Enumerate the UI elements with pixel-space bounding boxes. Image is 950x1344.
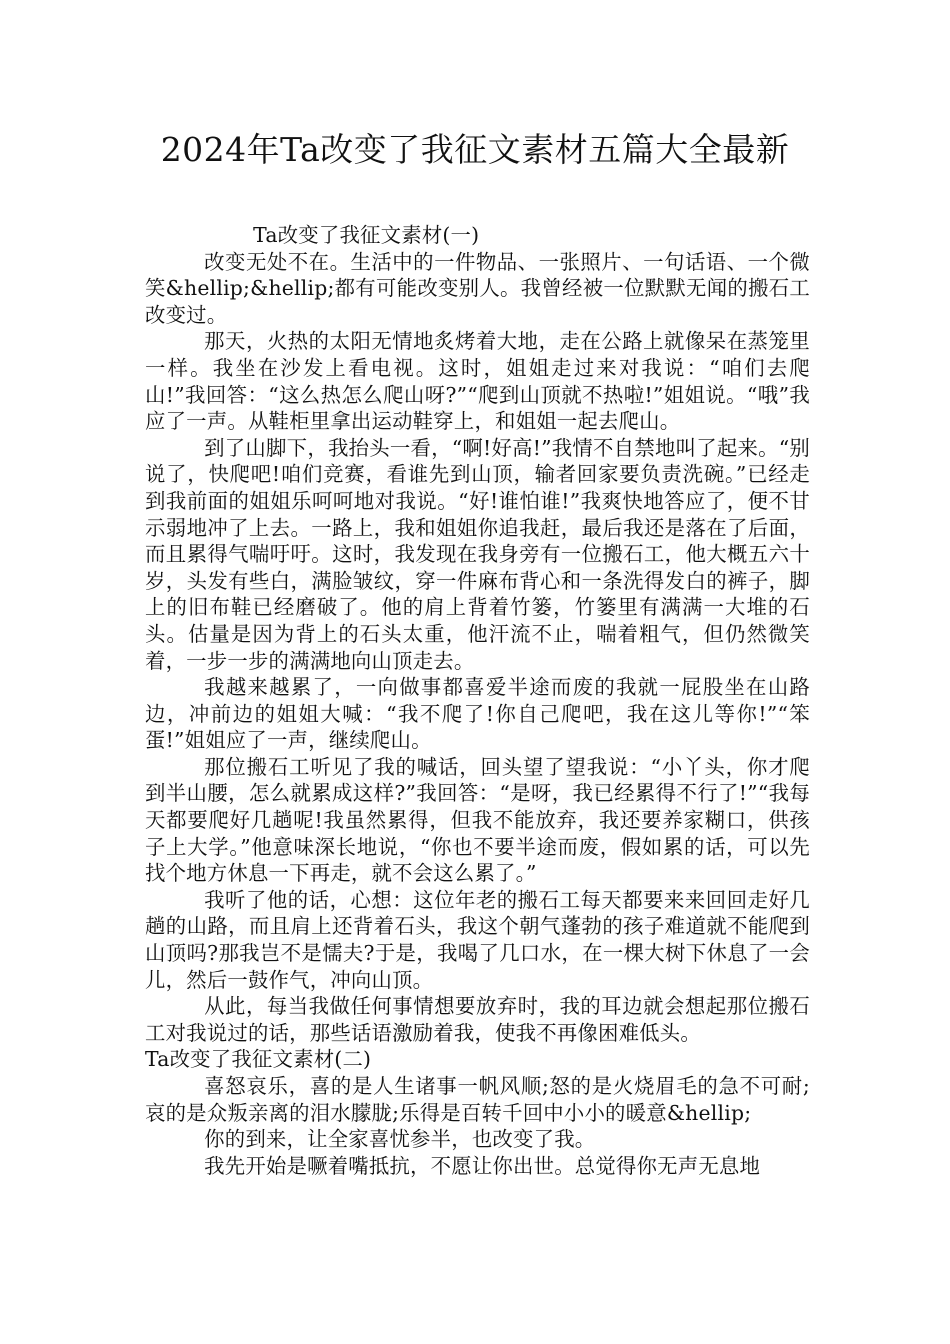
section-heading-1: Ta改变了我征文素材(一) [253,223,480,247]
paragraph: 喜怒哀乐，喜的是人生诸事一帆风顺;怒的是火烧眉毛的急不可耐;哀的是众叛亲离的泪水朦胧;乐得是百转千回中小小的暖意&hellip; [145,1074,810,1125]
document-title: 2024年Ta改变了我征文素材五篇大全最新 [160,130,790,169]
paragraph: 我先开始是噘着嘴抵抗，不愿让你出世。总觉得你无声无息地 [204,1153,761,1178]
paragraph: 我越来越累了，一向做事都喜爱半途而废的我就一屁股坐在山路边，冲前边的姐姐大喊：“我不爬了!你自己爬吧，我在这儿等你!”“笨蛋!”姐姐应了一声，继续爬山。 [145,675,810,753]
paragraph: 到了山脚下，我抬头一看，“啊!好高!”我情不自禁地叫了起来。“别说了，快爬吧!咱们竞赛，看谁先到山顶，输者回家要负责洗碗。”已经走到我前面的姐姐乐呵呵地对我说。“好!谁怕谁!”我爽快地答应了，便不甘示弱地冲了上去。一路上，我和姐姐你追我赶，最后我还是落在了后面，而且累得气喘吁吁。这时，我发现在我身旁有一位搬石工，他大概五六十岁，头发有些白，满脸皱纹，穿一件麻布背心和一条洗得发白的裤子，脚上的旧布鞋已经磨破了。他的肩上背着竹篓，竹篓里有满满一大堆的石头。估量是因为背上的石头太重，他汗流不止，喘着粗气，但仍然微笑着，一步一步的满满地向山顶走去。 [145,435,810,673]
paragraph: 那位搬石工听见了我的喊话，回头望了望我说：“小丫头，你才爬到半山腰，怎么就累成这样?”我回答：“是呀，我已经累得不行了!”“我每天都要爬好几趟呢!我虽然累得，但我不能放弃，我还要养家糊口，供孩子上大学。”他意味深长地说，“你也不要半途而废，假如累的话，可以先找个地方休息一下再走，就不会这么累了。” [145,754,810,886]
paragraph: 我听了他的话，心想：这位年老的搬石工每天都要来来回回走好几趟的山路，而且肩上还背着石头，我这个朝气蓬勃的孩子难道就不能爬到山顶吗?那我岂不是懦夫?于是，我喝了几口水，在一棵大树下休息了一会儿，然后一鼓作气，冲向山顶。 [145,887,810,992]
paragraph: 你的到来，让全家喜忧参半，也改变了我。 [204,1127,596,1152]
paragraph: 改变无处不在。生活中的一件物品、一张照片、一句话语、一个微笑&hellip;&hellip;都有可能改变别人。我曾经被一位默默无闻的搬石工改变过。 [145,249,810,327]
section-heading-2: Ta改变了我征文素材(二) [145,1047,372,1072]
document-body [145,222,810,1179]
paragraph: 那天，火热的太阳无情地炙烤着大地，走在公路上就像呆在蒸笼里一样。我坐在沙发上看电视。这时，姐姐走过来对我说：“咱们去爬山!”我回答：“这么热怎么爬山呀?”“爬到山顶就不热啦!”姐姐说。“哦”我应了一声。从鞋柜里拿出运动鞋穿上，和姐姐一起去爬山。 [145,329,810,434]
paragraph: 从此，每当我做任何事情想要放弃时，我的耳边就会想起那位搬石工对我说过的话，那些话语激励着我，使我不再像困难低头。 [145,994,810,1045]
